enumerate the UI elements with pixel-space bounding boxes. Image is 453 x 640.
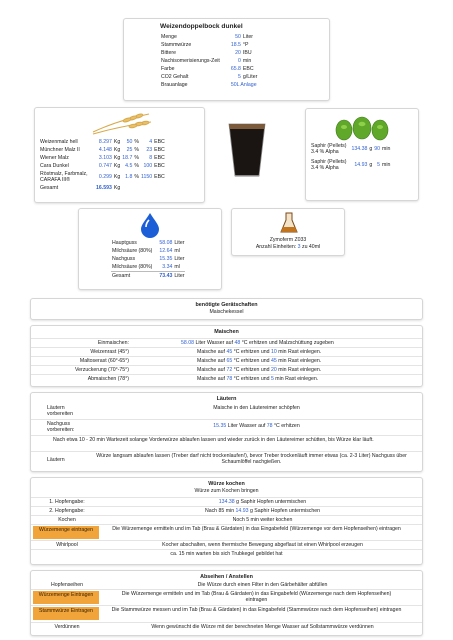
malt-total-row — [39, 184, 166, 192]
equipment-section — [30, 298, 423, 320]
malt-kg-unit: Kg — [113, 139, 121, 145]
mash-temp: 65 — [226, 358, 233, 364]
wheat-icon — [89, 110, 153, 136]
water-unit: Liter — [174, 240, 185, 246]
recipe-label: CO2 Gehalt — [161, 74, 189, 80]
mash-temp: 45 — [226, 349, 233, 355]
recipe-label: Brauanlage — [161, 82, 188, 88]
water-label: Milchsäure (80%) — [112, 264, 153, 270]
boil-hop2-text — [103, 507, 422, 515]
mash-step-text — [197, 366, 422, 374]
mash-text-2: °C erhitzen und — [233, 349, 270, 355]
lautering-sparge-label: Nachguss vorbereiten: — [47, 421, 75, 433]
malt-ebc: 100 — [143, 163, 153, 169]
boil-hop2-label: 2. Hopfengabe: — [49, 508, 85, 514]
mash-temp: 78 — [226, 376, 233, 382]
yeast-name: Zymoferm Z033 — [269, 237, 307, 243]
malt-total-label: Gesamt — [40, 185, 59, 191]
malt-pct-unit: % — [134, 163, 139, 169]
water-drop-icon — [139, 212, 161, 238]
malt-row — [39, 154, 166, 162]
recipe-unit: IBU — [242, 50, 252, 56]
malt-pct: 25 — [126, 147, 133, 153]
malt-name: Münchner Malz II — [40, 147, 80, 153]
malt-name: Weizenmalz hell — [40, 139, 78, 145]
malt-pct-unit: % — [134, 139, 139, 145]
boil-volume-row — [31, 524, 422, 539]
finish-volume-text: Die Würzemenge ermitteln und im Tab (Brau & Gärdaten) in das Eingabefeld (Würzemenge nach dem Hopfenseihen) eintragen — [121, 591, 392, 603]
sparge-temp: 78 — [266, 423, 273, 429]
finishing-section — [30, 570, 423, 636]
lautering-prepare-text: Maische in den Läutereimer schöpfen — [213, 405, 300, 411]
mash-text-3: min Rast einlegen. — [278, 367, 322, 373]
malt-kg: 0.747 — [98, 163, 112, 169]
hop-grams-unit: g — [369, 162, 373, 168]
boiling-title: Würze kochen — [208, 481, 245, 487]
water-label: Nachguss — [112, 256, 136, 262]
water-total-label: Gesamt — [112, 273, 131, 279]
hop-grams: 14.93 — [354, 162, 368, 168]
malt-pct-unit: % — [134, 147, 139, 153]
recipe-value: 0 — [238, 58, 241, 64]
malt-kg: 8.297 — [98, 139, 112, 145]
finish-volume-label: Würzemenge Eintragen — [33, 591, 99, 604]
mash-step-row — [31, 338, 422, 346]
boil-hop1-desc: g Saphir Hopfen untermischen — [236, 499, 307, 505]
water-value: 12.64 — [159, 248, 173, 254]
malt-pct-unit: % — [134, 174, 139, 180]
malt-ebc: 8 — [149, 155, 153, 161]
mash-text-2: °C erhitzen und — [233, 376, 270, 382]
mash-text-1: Liter Wasser auf — [195, 340, 234, 346]
recipe-row — [160, 33, 258, 41]
malt-ebc-unit: EBC — [154, 139, 165, 145]
finish-volume-row — [31, 589, 422, 604]
recipe-value: 50L Anlage — [230, 82, 257, 88]
hop-name — [310, 141, 347, 157]
finish-dilute-text: Wenn gewünscht die Würze mit der berechneten Menge Wasser auf Sollstammwürze verdünnen — [151, 624, 374, 630]
lautering-note — [31, 435, 422, 449]
recipe-row — [160, 57, 258, 65]
mash-step-label: Verzuckerung (70°-75°) — [74, 367, 129, 373]
mash-text-2: °C erhitzen und Malzschüttung zugeben — [241, 340, 334, 346]
water-row — [111, 263, 185, 272]
lautering-sparge-text — [91, 422, 422, 430]
recipe-title: Weizendoppelbock dunkel — [160, 23, 243, 30]
mash-step-text — [197, 348, 422, 356]
recipe-table — [160, 33, 258, 89]
water-unit: ml — [174, 264, 180, 270]
water-row — [111, 239, 185, 247]
recipe-row — [160, 65, 258, 73]
water-value: 3.34 — [162, 264, 173, 270]
malt-ebc: 4 — [149, 139, 153, 145]
mash-text-1: Maische auf — [197, 358, 225, 364]
boil-hop2-desc: g Saphir Hopfen untermischen — [249, 508, 321, 514]
recipe-label: Farbe — [161, 66, 175, 72]
mash-text-3: min Rast einlegen. — [278, 349, 322, 355]
lautering-sparge-row — [31, 419, 422, 433]
water-unit: Liter — [174, 256, 185, 262]
hop-grams: 134.38 — [351, 146, 368, 152]
mash-text-1: Maische auf — [197, 376, 225, 382]
recipe-row — [160, 41, 258, 49]
recipe-label: Stammwürze — [161, 42, 192, 48]
recipe-value: 50 — [235, 34, 241, 40]
boil-whirlpool-label: Whirlpool — [56, 542, 78, 548]
hop-minutes: 5 — [377, 162, 381, 168]
boil-hop2-value: 14.93 — [235, 508, 249, 514]
water-total-unit: Liter — [174, 273, 185, 279]
boiling-section — [30, 477, 423, 565]
boil-hop1-value: 134.38 — [218, 499, 235, 505]
boil-volume-label: Würzemenge eintragen — [33, 526, 99, 539]
recipe-value: 20 — [235, 50, 241, 56]
recipe-value: 65.8 — [230, 66, 241, 72]
yeast-count-value: 3 — [297, 244, 301, 250]
finishing-title: Abseihen / Anstellen — [200, 574, 253, 580]
water-label: Hauptguss — [112, 240, 137, 246]
mash-rest-minutes: 10 — [270, 349, 277, 355]
boil-whirlpool-text: Kocher abschalten, wenn thermische Bewegung abgeflaut ist einen Whirlpool erzeugen — [162, 542, 363, 548]
malt-kg: 0.299 — [98, 174, 112, 180]
recipe-unit: EBC — [242, 66, 254, 72]
water-unit: ml — [174, 248, 180, 254]
hop-card — [305, 108, 419, 201]
malt-kg-unit: Kg — [113, 163, 121, 169]
recipe-unit: min — [242, 58, 252, 64]
water-value: 15.35 — [159, 256, 173, 262]
hop-row — [310, 157, 391, 173]
malt-row — [39, 170, 166, 184]
malt-pct: 1.8 — [125, 174, 133, 180]
hop-alpha: 3.4 % Alpha — [311, 165, 339, 171]
finish-gravity-label: Stammwürze Eintragen — [33, 607, 99, 620]
recipe-row — [160, 73, 258, 81]
mash-text-3: min Rast einlegen. — [275, 376, 319, 382]
hop-minutes-unit: min — [382, 162, 391, 168]
malt-name: Wiener Malz — [40, 155, 69, 161]
malt-ebc: 23 — [146, 147, 153, 153]
mash-text-2: °C erhitzen und — [233, 358, 270, 364]
malt-row — [39, 162, 166, 170]
lautering-note-text: Nach etwa 10 - 20 min Wartezeit solange Vorderwürze ablaufen lassen und wieder zurück in den Läutereimer schütten, bis Würze klar läuft. — [53, 437, 374, 443]
mash-text-2: °C erhitzen und — [233, 367, 270, 373]
mash-rest-minutes: 45 — [270, 358, 277, 364]
lautering-run-label: Läutern — [47, 457, 65, 463]
recipe-card — [123, 18, 330, 101]
mash-volume: 58.08 — [181, 340, 194, 346]
hop-row — [310, 141, 391, 157]
lautering-section — [30, 392, 423, 472]
malt-pct: 18.7 — [122, 155, 133, 161]
malt-row — [39, 138, 166, 146]
malt-row — [39, 146, 166, 154]
boil-cook-row — [31, 515, 422, 523]
hop-table — [310, 141, 391, 173]
boil-cook-label: Kochen — [58, 517, 76, 523]
malt-kg-unit: Kg — [113, 147, 121, 153]
hop-minutes: 90 — [374, 146, 381, 152]
finish-strain-label: Hopfenseihen — [50, 582, 83, 588]
flask-icon — [280, 212, 298, 234]
malt-ebc: 1150 — [140, 174, 153, 180]
mash-rest-minutes: 20 — [270, 367, 277, 373]
hop-minutes-unit: min — [382, 146, 391, 152]
equipment-item: Maischekessel — [209, 309, 244, 315]
recipe-unit: g/Liter — [242, 74, 258, 80]
mash-step-label: Maltoserast (60°-65°) — [79, 358, 129, 364]
water-table — [111, 239, 185, 280]
boil-hop1-row — [31, 497, 422, 505]
recipe-row — [160, 81, 258, 89]
recipe-label: Bittere — [161, 50, 176, 56]
boil-hop2-pre: Nach 85 min — [204, 508, 235, 514]
water-row — [111, 247, 185, 255]
water-card — [78, 208, 222, 290]
water-total-value: 73.43 — [159, 273, 173, 279]
mash-step-text — [197, 357, 422, 365]
sparge-text-2: °C erhitzen — [273, 423, 300, 429]
boil-hop2-row — [31, 506, 422, 514]
mash-step-row — [31, 347, 422, 355]
malt-name: Röstmalz, Farbmalz, CARAFA III® — [40, 171, 88, 183]
malt-ebc-unit: EBC — [154, 155, 165, 161]
lautering-prepare-label: Läutern vorbereiten — [47, 405, 73, 417]
finish-strain-text: Die Würze durch einen Filter in den Gärbehälter abfüllen — [197, 582, 328, 588]
mashing-title: Maischen — [214, 329, 239, 335]
water-total-row — [111, 272, 185, 281]
recipe-label: Menge — [161, 34, 177, 40]
boil-cook-text: Noch 5 min weiter kochen — [232, 517, 293, 523]
mash-step-text — [181, 339, 422, 347]
recipe-value: 5 — [238, 74, 241, 80]
mash-text-3: min Rast einlegen. — [278, 358, 322, 364]
malt-total-unit: Kg — [113, 185, 121, 191]
mash-temp: 48 — [234, 340, 241, 346]
mash-temp: 72 — [226, 367, 233, 373]
water-value: 58.08 — [159, 240, 173, 246]
malt-ebc-unit: EBC — [154, 174, 165, 180]
hop-name — [310, 157, 347, 173]
malt-kg: 3.103 — [98, 155, 112, 161]
malt-pct: 50 — [126, 139, 133, 145]
water-label: Milchsäure (80%) — [112, 248, 153, 254]
mash-rest-minutes: 5 — [270, 376, 274, 382]
recipe-row — [160, 49, 258, 57]
malt-kg: 4.148 — [98, 147, 112, 153]
mash-step-label: Weizenrast (45°) — [90, 349, 129, 355]
yeast-count-label: Anzahl Einheiten: — [255, 244, 297, 250]
malt-total-value: 16.593 — [96, 185, 112, 191]
yeast-card — [231, 208, 345, 256]
hop-variety: Saphir (Pellets) — [311, 143, 347, 149]
malt-card — [34, 107, 205, 203]
malt-ebc-unit: EBC — [154, 147, 165, 153]
sparge-text-1: Liter Wasser auf — [227, 423, 266, 429]
hops-icon — [334, 112, 390, 142]
boil-note-text: ca. 15 min warten bis sich Trubkegel gebildet hat — [170, 551, 283, 557]
mash-step-label: Einmaischen: — [97, 340, 129, 346]
mash-text-1: Maische auf — [197, 367, 225, 373]
finish-dilute-row — [31, 622, 422, 630]
lautering-title: Läutern — [216, 396, 237, 402]
beer-glass-icon — [226, 120, 268, 180]
hop-variety: Saphir (Pellets) — [311, 159, 347, 165]
finish-gravity-text: Die Stammwürze messen und im Tab (Brau & Gärdaten) in das Eingabefeld (Stammwürze nach dem Hopfenseihen) eintragen — [111, 607, 402, 613]
malt-ebc-unit: EBC — [154, 163, 165, 169]
malt-table — [39, 138, 166, 192]
water-row — [111, 255, 185, 263]
recipe-unit: °P — [242, 42, 249, 48]
mashing-section — [30, 325, 423, 387]
hop-alpha: 3.4 % Alpha — [311, 149, 339, 155]
hop-grams-unit: g — [369, 146, 373, 152]
recipe-value: 18.5 — [230, 42, 241, 48]
boil-whirlpool-row — [31, 540, 422, 548]
lautering-run-row — [31, 451, 422, 467]
sparge-volume: 15.35 — [213, 423, 227, 429]
lautering-prepare-row — [31, 404, 422, 418]
boil-hop1-label: 1. Hopfengabe: — [49, 499, 85, 505]
boil-note-row — [31, 549, 422, 557]
finish-gravity-row — [31, 605, 422, 620]
equipment-title: benötigte Gerätschaften — [195, 302, 258, 308]
boiling-subtitle: Würze zum Kochen bringen — [194, 488, 259, 494]
recipe-label: Nachisomerisierungs-Zeit — [161, 58, 220, 64]
malt-kg-unit: Kg — [113, 174, 121, 180]
mash-step-label: Abmaischen (78°) — [87, 376, 129, 382]
malt-kg-unit: Kg — [113, 155, 121, 161]
malt-pct-unit: % — [134, 155, 139, 161]
yeast-count — [232, 244, 344, 251]
malt-pct: 4.5 — [125, 163, 133, 169]
boil-volume-text: Die Würzemenge ermitteln und im Tab (Brau & Gärdaten) in das Eingabefeld (Würzemenge vor dem Hopfenseihen) eintragen — [112, 526, 401, 532]
finish-dilute-label: Verdünnen — [54, 624, 80, 630]
mash-step-row — [31, 374, 422, 382]
mash-text-1: Maische auf — [197, 349, 225, 355]
malt-name: Cara Dunkel — [40, 163, 69, 169]
mash-step-row — [31, 365, 422, 373]
lautering-run-text: Würze langsam ablaufen lassen (Treber darf nicht trockenlaufen!), bevor Treber trockenläuft immer etwas (ca. 2-3 Liter) Nachguss über Schaumlöffel nachgießen. — [96, 453, 407, 465]
yeast-count-unit: zu 40ml — [302, 244, 321, 250]
boil-hop1-text — [103, 498, 422, 506]
mash-step-row — [31, 356, 422, 364]
recipe-unit: Liter — [242, 34, 254, 40]
mash-step-text — [197, 375, 422, 383]
